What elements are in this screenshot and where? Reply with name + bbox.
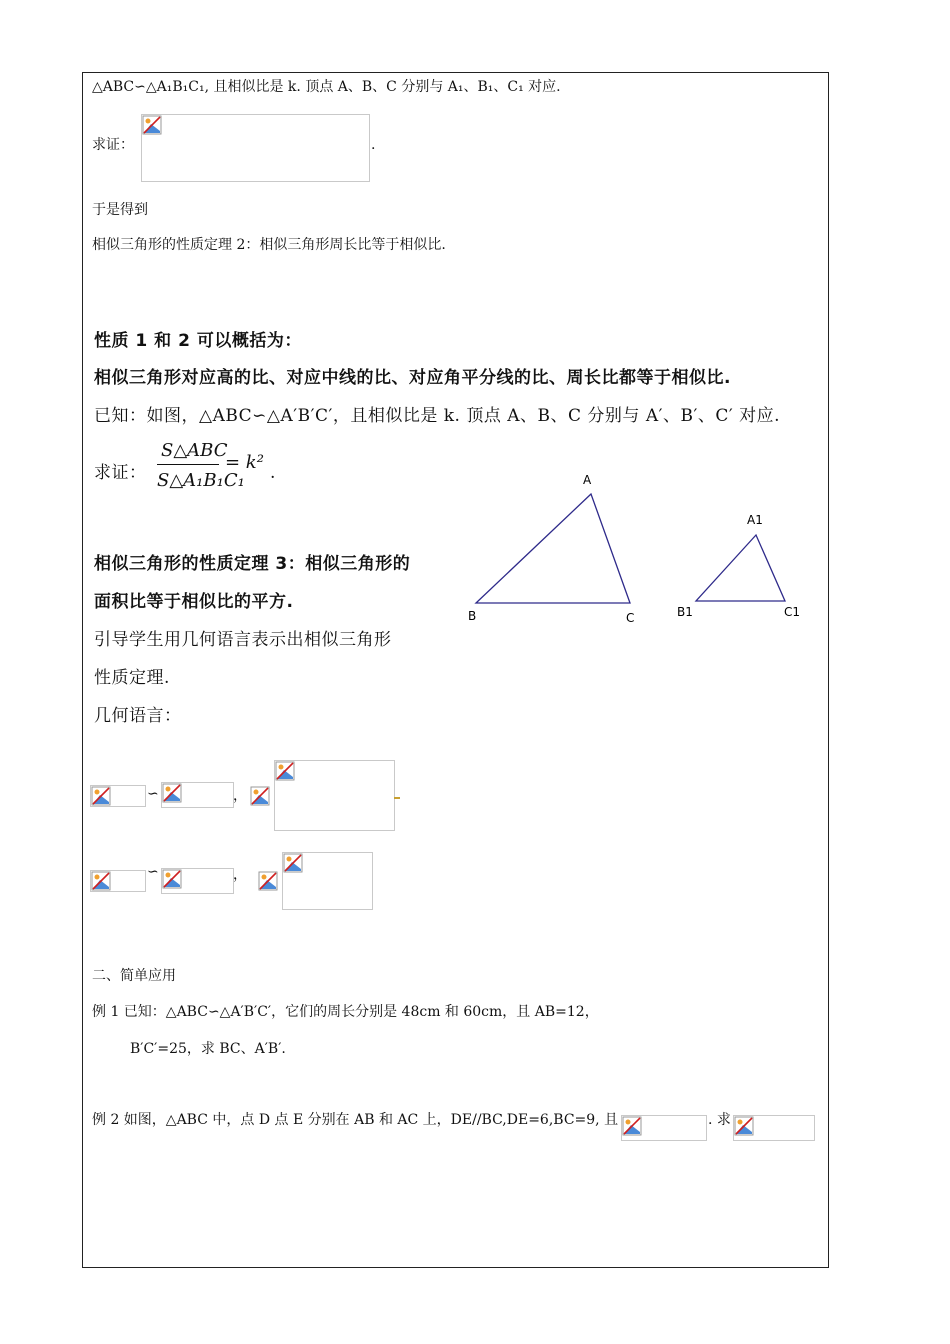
formula-image-placeholder [250, 786, 272, 808]
example-1-line1: 例 1 已知：△ABC∽△A′B′C′，它们的周长分别是 48cm 和 60cm，且 AB=12， [92, 1004, 599, 1020]
label-b1: B1 [677, 605, 693, 619]
known-statement: 已知：如图，△ABC∽△A′B′C′，且相似比是 k. 顶点 A、B、C 分别与 A′、B′、C′ 对应. [94, 406, 781, 426]
formula-image-placeholder [733, 1115, 815, 1141]
text-cursor-mark [394, 797, 400, 799]
broken-image-icon [622, 1116, 642, 1136]
geometry-language-label: 几何语言： [94, 706, 182, 726]
formula-image-placeholder [90, 870, 146, 892]
formula-denominator: S△A₁B₁C₁ [157, 470, 245, 491]
theorem-3-line1: 相似三角形的性质定理 3：相似三角形的 [94, 554, 411, 574]
prove-label-2: 求证： [94, 463, 147, 483]
example-2-ask: . 求 [708, 1112, 731, 1128]
label-b: B [468, 609, 477, 623]
formula-numerator: S△ABC [161, 440, 228, 461]
similar-symbol: ∽ [147, 864, 159, 880]
guide-line2: 性质定理. [94, 668, 170, 688]
theorem-2: 相似三角形的性质定理 2：相似三角形周长比等于相似比. [92, 237, 446, 253]
triangle-a1b1c1 [696, 535, 785, 601]
formula-image-placeholder [282, 852, 373, 910]
broken-image-icon [283, 853, 303, 873]
broken-image-icon [91, 871, 111, 891]
broken-image-icon [258, 871, 278, 891]
comma: ， [233, 867, 247, 883]
formula-image-placeholder [258, 871, 280, 893]
given-statement: △ABC∽△A₁B₁C₁, 且相似比是 k. 顶点 A、B、C 分别与 A₁、B₁、C₁ 对应. [92, 79, 561, 95]
similar-triangles-figure [460, 470, 820, 630]
broken-image-icon [142, 115, 162, 135]
area-ratio-formula [155, 440, 285, 502]
triangle-abc [476, 494, 630, 603]
theorem-3-line2: 面积比等于相似比的平方. [94, 592, 294, 612]
prove-label: 求证： [92, 137, 134, 153]
broken-image-icon [734, 1116, 754, 1136]
properties-title: 性质 1 和 2 可以概括为： [94, 331, 302, 351]
broken-image-icon [162, 783, 182, 803]
formula-image-placeholder [621, 1115, 707, 1141]
label-a1: A1 [747, 513, 763, 527]
broken-image-icon [250, 786, 270, 806]
guide-line1: 引导学生用几何语言表示出相似三角形 [94, 630, 392, 650]
broken-image-icon [162, 869, 182, 889]
label-c: C [626, 611, 635, 625]
label-a: A [583, 473, 592, 487]
formula-image-placeholder [141, 114, 370, 182]
formula-image-placeholder [161, 782, 234, 808]
similar-symbol: ∽ [147, 786, 159, 802]
formula-image-placeholder [90, 785, 146, 807]
comma: ， [233, 788, 247, 804]
example-1-line2: B′C′=25，求 BC、A′B′. [130, 1041, 286, 1057]
thus-text: 于是得到 [92, 202, 148, 218]
properties-summary: 相似三角形对应高的比、对应中线的比、对应角平分线的比、周长比都等于相似比. [94, 368, 731, 388]
formula-rhs: = k² [225, 452, 264, 473]
fraction-bar [157, 464, 219, 465]
section-2-heading: 二、简单应用 [92, 968, 176, 984]
label-c1: C1 [784, 605, 801, 619]
example-2: 例 2 如图，△ABC 中，点 D 点 E 分别在 AB 和 AC 上，DE//BC,DE=6,BC=9, 且 [92, 1112, 619, 1128]
formula-image-placeholder [274, 760, 395, 831]
broken-image-icon [91, 786, 111, 806]
period-2: . [270, 463, 276, 483]
period: . [371, 137, 376, 153]
broken-image-icon [275, 761, 295, 781]
formula-image-placeholder [161, 868, 234, 894]
